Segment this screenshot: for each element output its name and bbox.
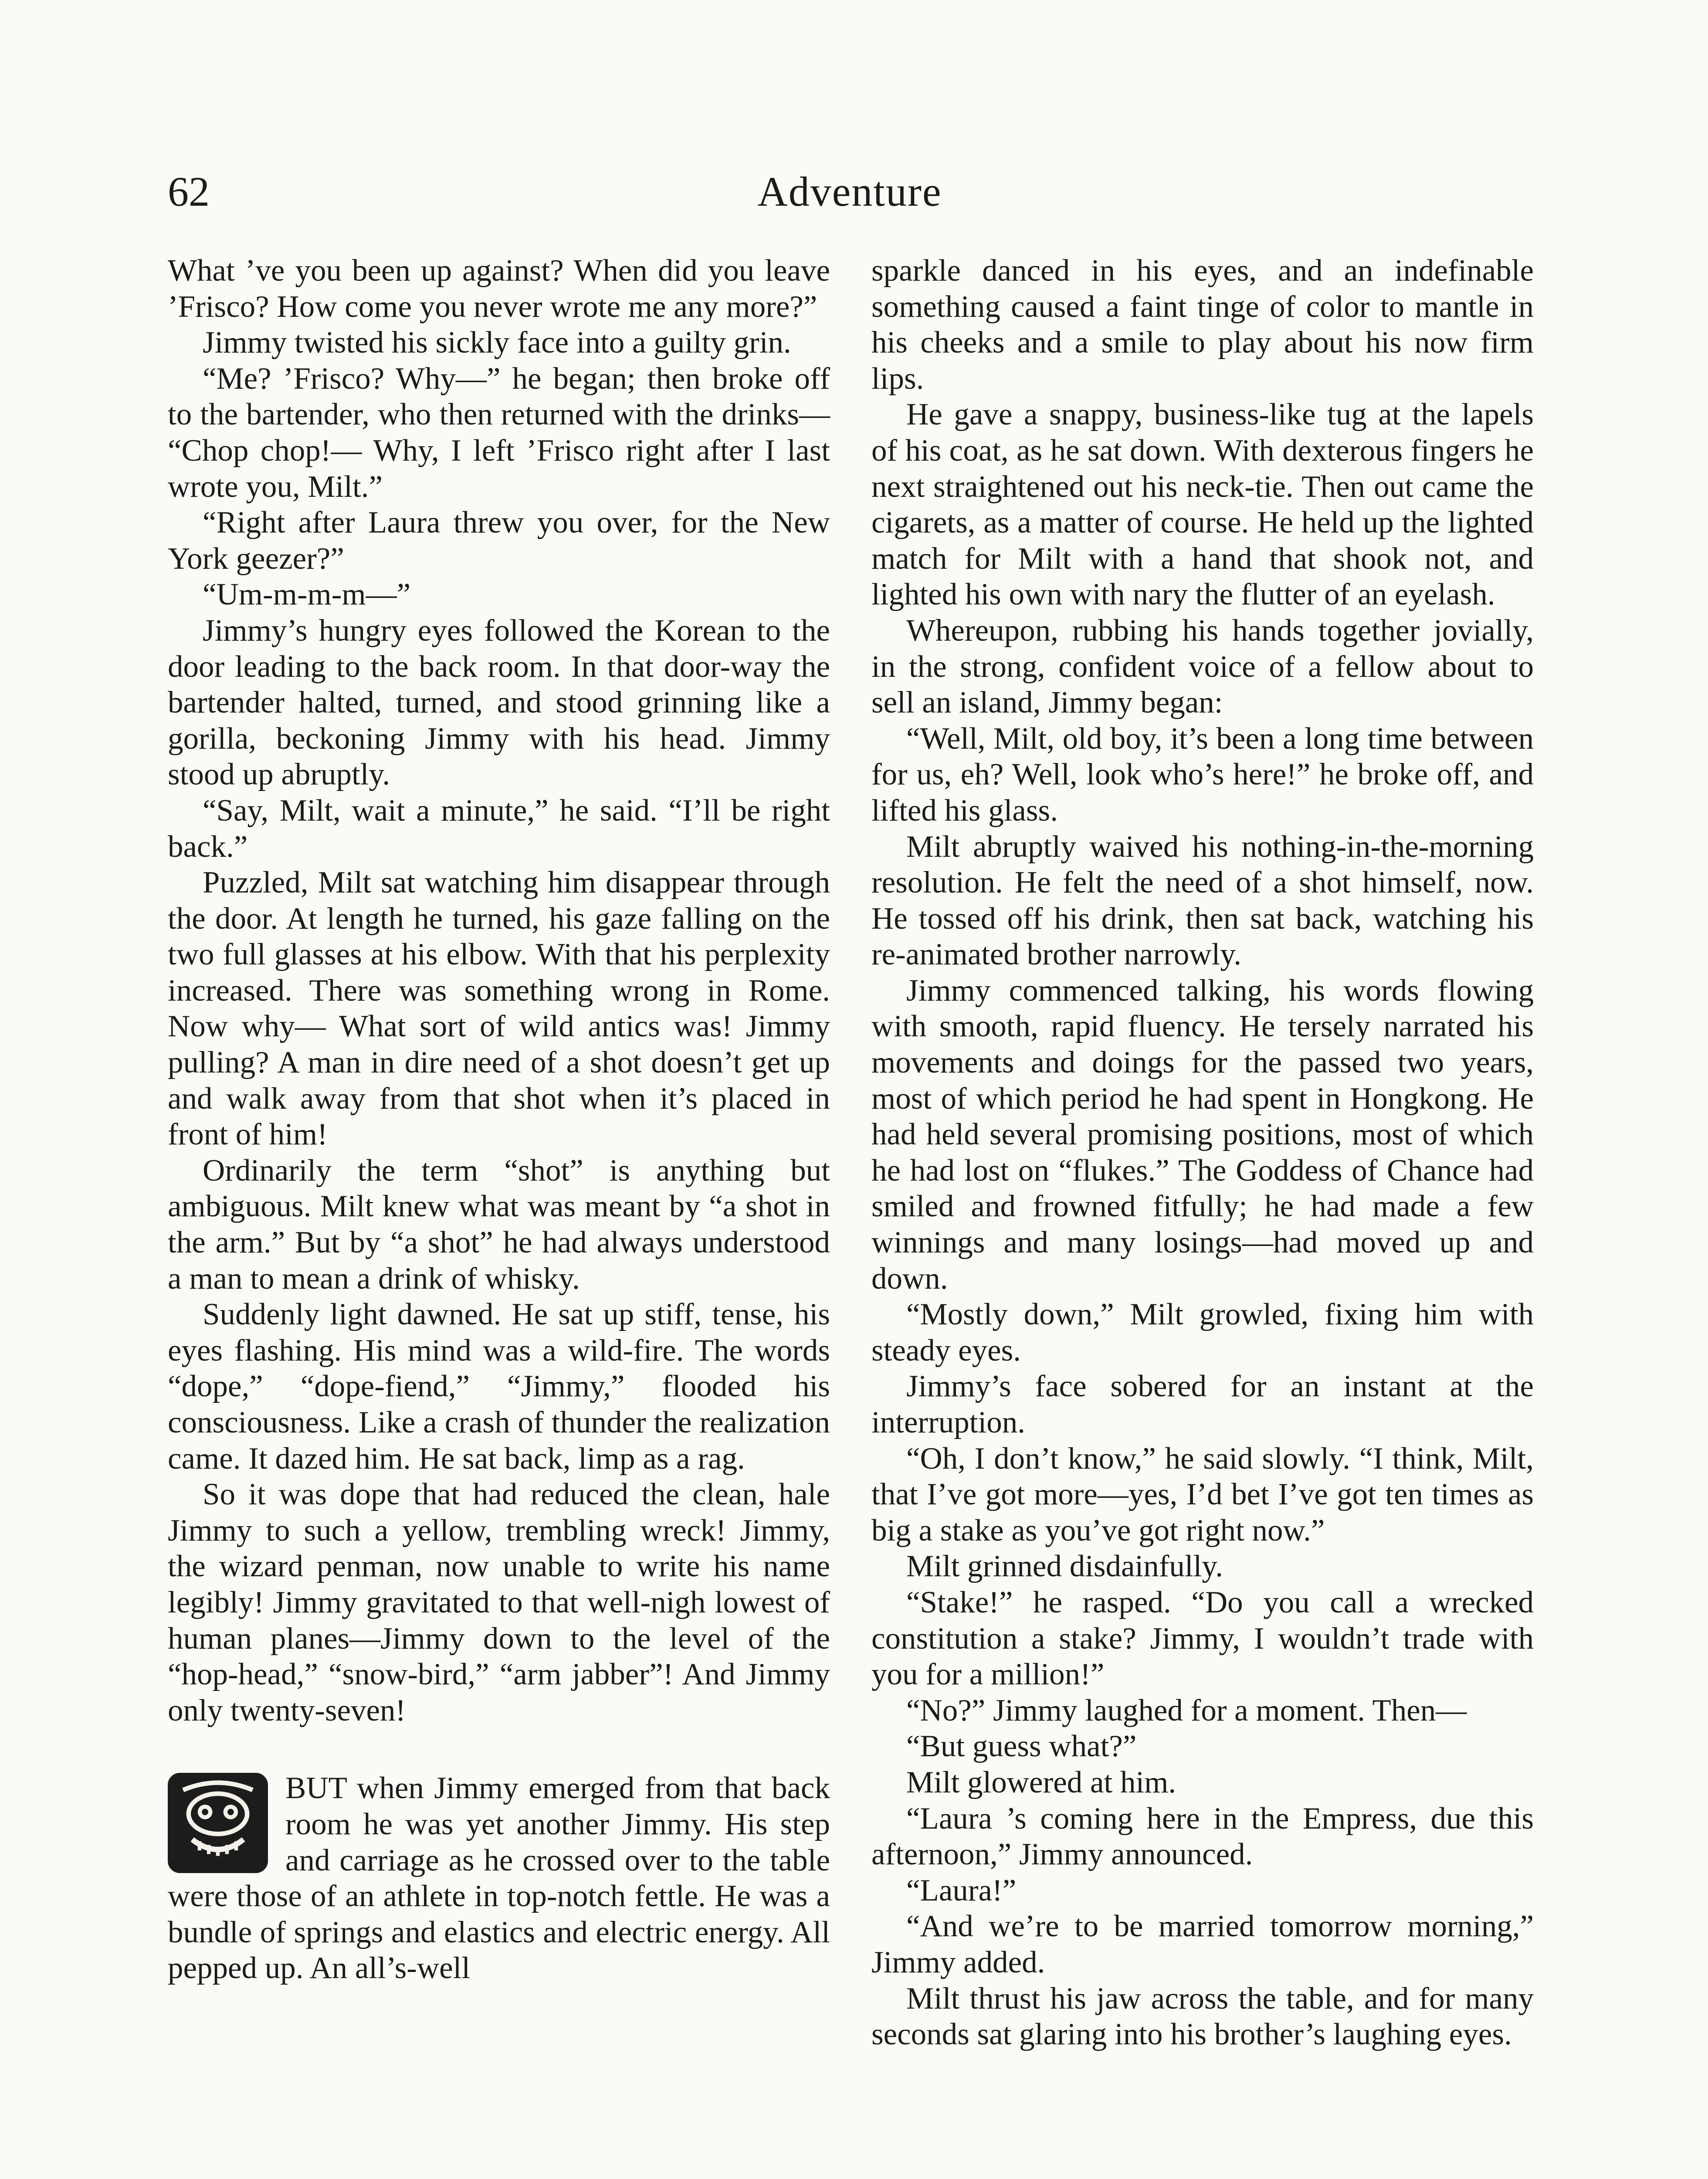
- paragraph: sparkle danced in his eyes, and an indefinable something caused a faint tinge of color to mantle in his cheeks and a smile to play about his now firm lips.: [871, 254, 1534, 396]
- paragraph: “Well, Milt, old boy, it’s been a long time between for us, eh? Well, look who’s here!” he broke off, and lifted his glass.: [871, 721, 1534, 828]
- dropcap-section: [168, 1770, 830, 1986]
- left-column: [168, 253, 830, 1986]
- paragraph: “But guess what?”: [906, 1729, 1137, 1764]
- right-column: [871, 253, 1534, 2053]
- paragraph: “Um-m-m-m—”: [203, 577, 411, 612]
- paragraph: “Say, Milt, wait a minute,” he said. “I’ll be right back.”: [168, 793, 830, 864]
- paragraph: So it was dope that had reduced the clean, hale Jimmy to such a yellow, trembling wreck! Jimmy, the wizard penman, now unable to write his name legibly! Jimmy gravitated to that well-nigh lowest of human planes—Jimmy down to the level of the “hop-head,” “snow-bird,” “arm jabber”! And Jimmy only twenty-seven!: [168, 1477, 830, 1728]
- paragraph: “Laura!”: [906, 1873, 1017, 1907]
- dropcap-paragraph: BUT when Jimmy emerged from that back room he was yet another Jimmy. His step and carriage as he crossed over to the table were those of an athlete in top-notch fettle. He was a bundle of springs and elastics and electric energy. All pepped up. An all’s-well: [168, 1771, 830, 1986]
- paragraph: Milt thrust his jaw across the table, and for many seconds sat glaring into his brother’s laughing eyes.: [871, 1981, 1534, 2052]
- paragraph: “And we’re to be married tomorrow morning,” Jimmy added.: [871, 1909, 1534, 1979]
- paragraph: Jimmy’s face sobered for an instant at the interruption.: [871, 1369, 1534, 1439]
- running-title: Adventure: [757, 168, 942, 215]
- paragraph: Jimmy’s hungry eyes followed the Korean to the door leading to the back room. In that door-way the bartender halted, turned, and stood grinning like a gorilla, beckoning Jimmy with his head. Jimmy stood up abruptly.: [168, 613, 830, 792]
- section-break: [168, 1728, 830, 1770]
- paragraph: Jimmy twisted his sickly face into a guilty grin.: [203, 326, 791, 360]
- paragraph: What ’ve you been up against? When did you leave ’Frisco? How come you never wrote me any more?”: [168, 254, 830, 324]
- carved-face-ornament-icon: [168, 1773, 268, 1873]
- paragraph: “Oh, I don’t know,” he said slowly. “I think, Milt, that I’ve got more—yes, I’d bet I’ve got ten times as big a stake as you’ve got right now.”: [871, 1441, 1534, 1548]
- paragraph: Jimmy commenced talking, his words flowing with smooth, rapid fluency. He tersely narrated his movements and doings for the passed two years, most of which period he had spent in Hongkong. He had held several promising positions, most of which he had lost on “flukes.” The Goddess of Chance had smiled and frowned fitfully; he had made a few winnings and many losings—had moved up and down.: [871, 973, 1534, 1296]
- paragraph: Ordinarily the term “shot” is anything but ambiguous. Milt knew what was meant by “a shot in the arm.” But by “a shot” he had always understood a man to mean a drink of whisky.: [168, 1153, 830, 1296]
- paragraph: “Me? ’Frisco? Why—” he began; then broke off to the bartender, who then returned with the drinks— “Chop chop!— Why, I left ’Frisco right after I last wrote you, Milt.”: [168, 361, 830, 504]
- paragraph: He gave a snappy, business-like tug at the lapels of his coat, as he sat down. With dexterous fingers he next straightened out his neck-tie. Then out came the cigarets, as a matter of course. He held up the lighted match for Milt with a hand that shook not, and lighted his own with nary the flutter of an eyelash.: [871, 397, 1534, 612]
- paragraph: “Right after Laura threw you over, for the New York geezer?”: [168, 506, 830, 576]
- paragraph: Suddenly light dawned. He sat up stiff, tense, his eyes flashing. His mind was a wild-fire. The words “dope,” “dope-fiend,” “Jimmy,” flooded his consciousness. Like a crash of thunder the realization came. It dazed him. He sat back, limp as a rag.: [168, 1297, 830, 1476]
- page-number: 62: [168, 168, 210, 215]
- paragraph: Puzzled, Milt sat watching him disappear through the door. At length he turned, his gaze falling on the two full glasses at his elbow. With that his perplexity increased. There was something wrong in Rome. Now why— What sort of wild antics was! Jimmy pulling? A man in dire need of a shot doesn’t get up and walk away from that shot when it’s placed in front of him!: [168, 865, 830, 1152]
- paragraph: “Mostly down,” Milt growled, fixing him with steady eyes.: [871, 1297, 1534, 1368]
- paragraph: “No?” Jimmy laughed for a moment. Then—: [906, 1693, 1467, 1728]
- paragraph: Milt abruptly waived his nothing-in-the-morning resolution. He felt the need of a shot himself, now. He tossed off his drink, then sat back, watching his re-animated brother narrowly.: [871, 829, 1534, 972]
- paragraph: Whereupon, rubbing his hands together jovially, in the strong, confident voice of a fellow about to sell an island, Jimmy began:: [871, 613, 1534, 720]
- paragraph: “Stake!” he rasped. “Do you call a wrecked constitution a stake? Jimmy, I wouldn’t trade with you for a million!”: [871, 1585, 1534, 1692]
- paragraph: “Laura ’s coming here in the Empress, due this afternoon,” Jimmy announced.: [871, 1801, 1534, 1872]
- paragraph: Milt glowered at him.: [906, 1765, 1176, 1799]
- paragraph: Milt grinned disdainfully.: [906, 1549, 1223, 1584]
